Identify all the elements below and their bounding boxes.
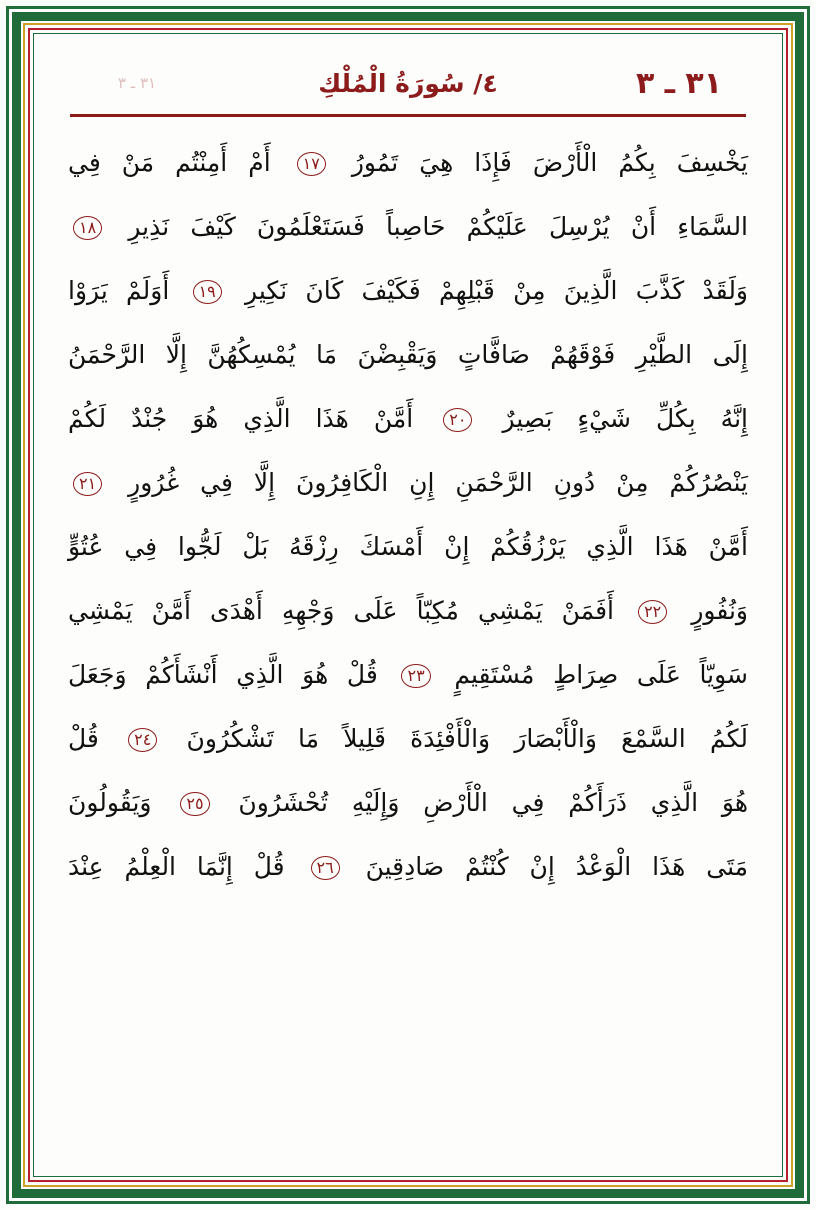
ayah-text-continued: أَوَلَمْ يَرَوْا — [68, 276, 170, 305]
ayah-line — [68, 579, 748, 643]
ayah-text: إِلَى الطَّيْرِ فَوْقَهُمْ صَافَّاتٍ وَيَقْبِضْنَ مَا يُمْسِكُهُنَّ إِلَّا الرَّحْمَنُ — [68, 340, 748, 369]
ayah-marker: ٢٣ — [401, 664, 430, 688]
surah-title: ٤/ سُورَةُ الْمُلْكِ — [318, 68, 498, 98]
ayah-marker: ٢٤ — [128, 728, 157, 752]
ayah-marker: ٢٠ — [443, 408, 472, 432]
ayat-block — [60, 131, 756, 899]
page-number: ٣١ ـ ٣ — [635, 65, 723, 101]
ayah-marker: ١٩ — [193, 280, 222, 304]
ayah-text: هُوَ الَّذِي ذَرَأَكُمْ فِي الْأَرْضِ وَإِلَيْهِ تُحْشَرُونَ — [238, 788, 749, 817]
ayah-line — [68, 323, 748, 387]
ayah-text: مَتَى هَذَا الْوَعْدُ إِنْ كُنْتُمْ صَادِقِينَ — [365, 852, 749, 881]
ayah-text: أَمَّنْ هَذَا الَّذِي يَرْزُقُكُمْ إِنْ أَمْسَكَ رِزْقَهُ بَلْ لَجُّوا فِي عُتُوٍّ — [68, 532, 748, 561]
ayah-marker: ٢١ — [73, 472, 102, 496]
ayah-text-continued: وَيَقُولُونَ — [68, 788, 152, 817]
header-divider — [70, 114, 746, 117]
ayah-text: وَنُفُورٍ — [691, 596, 749, 625]
ayah-text-continued: قُلْ هُوَ الَّذِي أَنْشَأَكُمْ وَجَعَلَ — [68, 660, 378, 689]
ayah-text-continued: قُلْ إِنَّمَا الْعِلْمُ عِنْدَ — [68, 852, 285, 881]
ayah-line — [68, 131, 748, 195]
page-header — [60, 54, 756, 112]
ayah-line — [68, 771, 748, 835]
ayah-text-continued: أَمَّنْ هَذَا الَّذِي هُوَ جُنْدٌ لَكُمْ — [68, 404, 414, 433]
page-content — [38, 38, 778, 1172]
ayah-text: السَّمَاءِ أَنْ يُرْسِلَ عَلَيْكُمْ حَاصِباً فَسَتَعْلَمُونَ كَيْفَ نَذِيرِ — [128, 212, 749, 241]
ayah-line — [68, 643, 748, 707]
ayah-text-continued: قُلْ — [68, 724, 99, 753]
juz-label: ٣١ ـ ٣ — [117, 74, 157, 92]
ayah-text: سَوِيّاً عَلَى صِرَاطٍ مُسْتَقِيمٍ — [454, 660, 748, 689]
ayah-marker: ٢٥ — [180, 792, 209, 816]
ayah-marker: ٢٢ — [638, 600, 667, 624]
ayah-line — [68, 387, 748, 451]
ayah-text: يَنْصُرُكُمْ مِنْ دُونِ الرَّحْمَنِ إِنِ الْكَافِرُونَ إِلَّا فِي غُرُورٍ — [128, 468, 748, 497]
ayah-text-continued: أَمْ أَمِنْتُم مَنْ فِي — [68, 148, 271, 177]
ayah-line — [68, 515, 748, 579]
ayah-text: لَكُمُ السَّمْعَ وَالْأَبْصَارَ وَالْأَفْئِدَةَ قَلِيلاً مَا تَشْكُرُونَ — [186, 724, 749, 753]
ayah-marker: ٢٦ — [311, 856, 340, 880]
ayah-line — [68, 259, 748, 323]
ayah-text: إِنَّهُ بِكُلِّ شَيْءٍ بَصِيرٌ — [502, 404, 748, 433]
ayah-text: وَلَقَدْ كَذَّبَ الَّذِينَ مِنْ قَبْلِهِمْ فَكَيْفَ كَانَ نَكِيرِ — [245, 276, 749, 305]
ayah-line — [68, 195, 748, 259]
ayah-line — [68, 707, 748, 771]
ayah-text: يَخْسِفَ بِكُمُ الْأَرْضَ فَإِذَا هِيَ تَمُورُ — [351, 148, 748, 177]
ayah-line — [68, 451, 748, 515]
ayah-line — [68, 835, 748, 899]
ayah-marker: ١٧ — [297, 152, 326, 176]
ayah-text-continued: أَفَمَنْ يَمْشِي مُكِبّاً عَلَى وَجْهِهِ أَهْدَى أَمَّنْ يَمْشِي — [68, 596, 614, 625]
ayah-marker: ١٨ — [73, 216, 102, 240]
